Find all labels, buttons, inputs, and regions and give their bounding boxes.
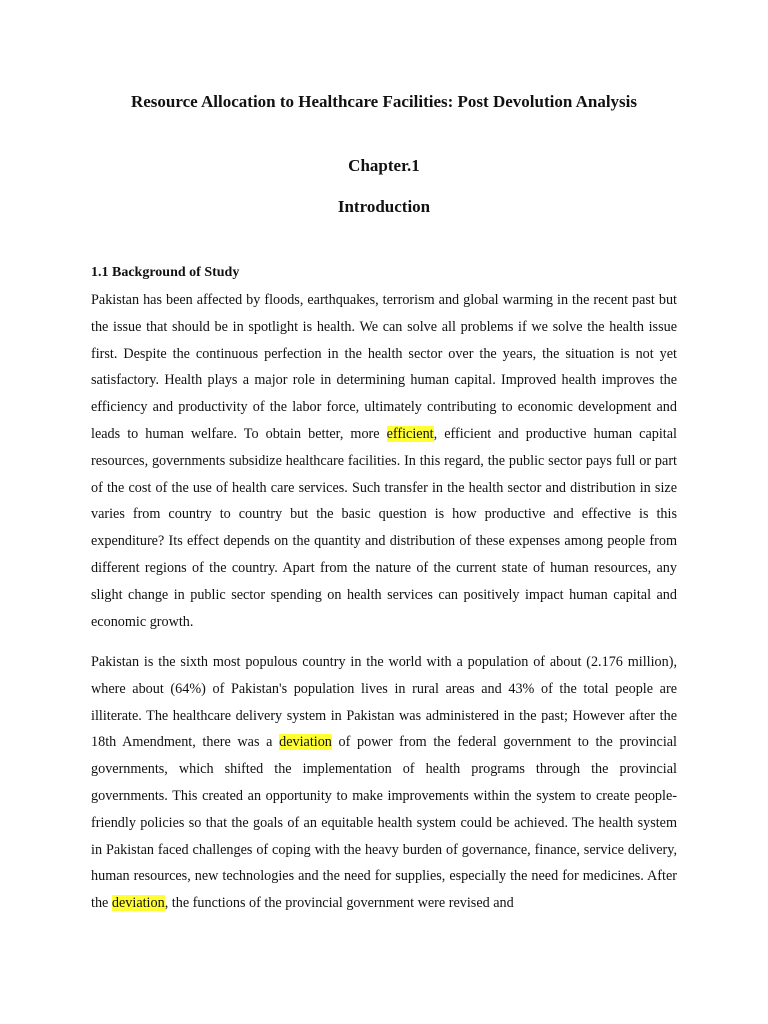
body-paragraph-1 <box>91 287 677 635</box>
document-title: Resource Allocation to Healthcare Facilities: Post Devolution Analysis <box>130 92 637 111</box>
paragraph-text: , the functions of the provincial government were revised and <box>164 895 514 912</box>
paragraph-text: of power from the federal government to the provincial governments, which shifted the implementation of health programs through the provincial governments. This created an opportunity to make improvements within the system to create people-friendly policies so that the goals of an equitable health system could be achieved. The health system in Pakistan faced challenges of coping with the heavy burden of governance, finance, service delivery, human resources, new technologies and the need for supplies, especially the need for medicines. After the <box>91 734 677 912</box>
paragraph-text: , efficient and productive human capital resources, governments subsidize healthcare facilities. In this regard, the public sector pays full or part of the cost of the use of health care services. Such transfer in the health sector and distribution in size varies from country to country but the basic question is how productive and effective is this expenditure? Its effect depends on the quantity and distribution of these expenses among people from different regions of the country. Apart from the nature of the current state of human resources, any slight change in public sector spending on health services can positively impact human capital and economic growth. <box>91 425 677 630</box>
section-heading: 1.1 Background of Study <box>91 265 240 280</box>
chapter-number: Chapter.1 <box>348 156 420 175</box>
paragraph-text: Pakistan is the sixth most populous country in the world with a population of about (2.176 million), where about (64%) of Pakistan's population lives in rural areas and 43% of the total people are illiterate. The healthcare delivery system in Pakistan was administered in the past; However after the 18th Amendment, there was a <box>91 654 677 751</box>
paragraph-text: Pakistan has been affected by floods, earthquakes, terrorism and global warming in the recent past but the issue that should be in spotlight is health. We can solve all problems if we solve the health issue first. Despite the continuous perfection in the health sector over the years, the situation is not yet satisfactory. Health plays a major role in determining human capital. Improved health improves the efficiency and productivity of the labor force, ultimately contributing to economic development and leads to human welfare. To obtain better, more <box>91 292 677 442</box>
chapter-title: Introduction <box>337 197 431 216</box>
highlighted-word: deviation <box>111 895 165 912</box>
highlighted-word: deviation <box>279 734 332 751</box>
highlighted-word: efficient <box>386 425 434 442</box>
body-paragraph-2 <box>91 649 677 917</box>
